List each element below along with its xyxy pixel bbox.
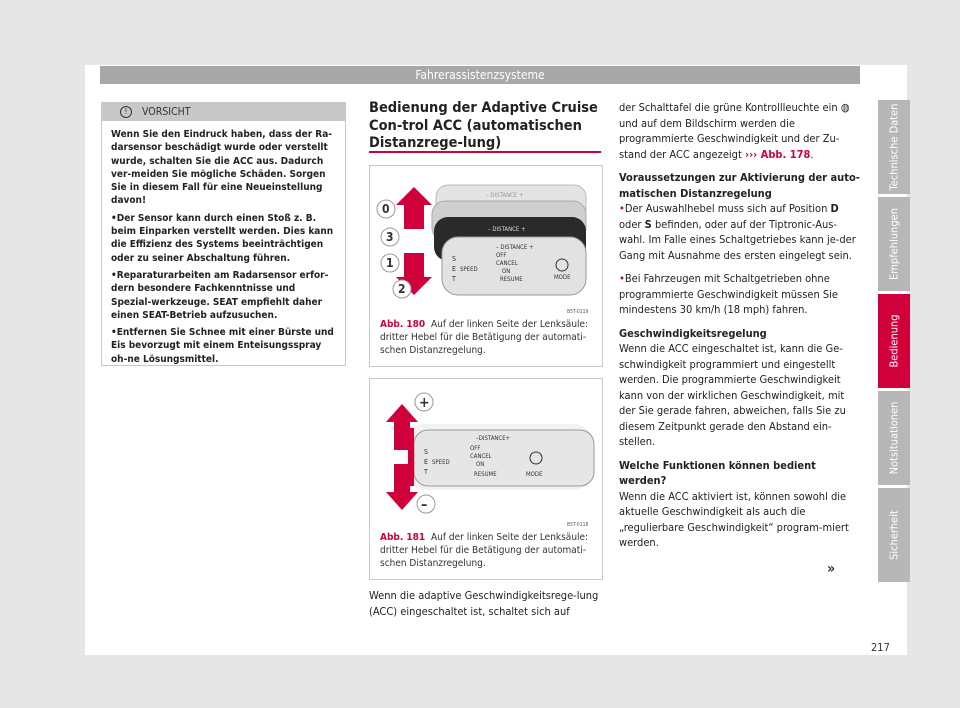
figure-label: Abb. 180 [380, 319, 426, 330]
plus-label: + [419, 395, 430, 411]
figure-code: B5T-0118 [567, 522, 589, 528]
caution-box [101, 102, 346, 366]
paragraph-indicator: der Schalttafel die grüne Kontrollleuchte ein ◍ und auf dem Bildschirm werden die programmierte Geschwindigkeit und der Zu-stand der ACC angezeigt ››› Abb. 178. [619, 101, 850, 161]
figure-code: B5T-0119 [567, 309, 589, 315]
lever-label-ghost: – DISTANCE + [486, 192, 524, 199]
caution-bullet: • Der Sensor kann durch einen Stoß z. B. beim Einparken verstellt werden. Dies kann die Effizienz des Systems beeinträchtigen oder zu seiner Abschaltung führen. [111, 212, 337, 265]
list-item [619, 201, 861, 263]
lever-cancel: CANCEL [470, 453, 492, 460]
figure-181 [369, 378, 603, 580]
figure-caption-text: Auf der linken Seite der Lenksäule: dritter Hebel für die Betätigung der automati-schen Distanzregelung. [380, 319, 589, 356]
text-run: S [644, 217, 652, 231]
caution-title: VORSICHT [142, 106, 191, 118]
position-3: 3 [386, 230, 394, 244]
tab-label: Empfehlungen [887, 208, 901, 280]
tab-label: Sicherheit [887, 510, 901, 560]
lever-label-dark: – DISTANCE + [488, 226, 526, 233]
subheading: Voraussetzungen zur Aktivierung der auto-matischen Distanzregelung [619, 171, 860, 200]
figure-label: Abb. 181 [380, 532, 426, 543]
position-0: 0 [382, 202, 390, 216]
tab-empfehlungen[interactable] [878, 197, 910, 291]
arrow-up-icon [396, 187, 432, 229]
figure-caption [380, 531, 594, 570]
lever-e: E [424, 458, 428, 466]
text-run: D [830, 202, 839, 215]
section-title: Bedienung der Adaptive Cruise Con-trol ACC (automatischen Distanzrege-lung) [369, 100, 598, 151]
tab-label: Notsituationen [887, 401, 901, 475]
lever-on: ON [502, 268, 511, 275]
caution-bullet: • Entfernen Sie Schnee mit einer Bürste und Eis bevorzugt mit einem Enteisungsspray oh-ne Lösungsmittel. [111, 326, 337, 366]
subheading: Welche Funktionen können bedient werden? [619, 458, 816, 487]
lever-s: S [452, 255, 456, 263]
text-run: der Schalttafel die grüne Kontrollleuchte ein [619, 101, 838, 114]
lever-mode: MODE [526, 471, 543, 478]
text-run: und auf dem Bildschirm werden die programmierte Geschwindigkeit und der Zu-stand der ACC angezeigt [619, 116, 840, 161]
lever-t: T [452, 275, 456, 283]
paragraph: Wenn die ACC eingeschaltet ist, kann die Ge-schwindigkeit programmiert und eingestellt werden. Die programmierte Geschwindigkeit kann von der wirklichen Geschwindigkeit, mit der Sie gerade fahren, abweichen, falls Sie zu diesem Zeitpunkt gerade den Abstand ein-stellen. [619, 342, 846, 448]
list-item: • Bei Fahrzeugen mit Schaltgetrieben ohne programmierte Geschwindigkeit müssen Sie mindestens 30 km/h (18 mph) fahren. [619, 271, 861, 318]
cruise-control-icon: ◍ [840, 101, 850, 114]
lever-s: S [424, 448, 428, 456]
lever-cancel: CANCEL [496, 260, 518, 267]
continue-marker: » [827, 561, 836, 577]
figure-180 [369, 165, 603, 367]
text-run: Der Auswahlhebel muss sich auf Position [624, 202, 828, 215]
figure-reference-link[interactable]: ››› Abb. 178 [745, 147, 811, 161]
lever-off: OFF [496, 252, 507, 259]
tab-bedienung[interactable] [878, 294, 910, 388]
position-1: 1 [386, 256, 394, 270]
page-header: Fahrerassistenzsysteme [100, 66, 860, 84]
lever-speed: SPEED [432, 459, 450, 466]
figure-caption-text: Auf der linken Seite der Lenksäule: dritter Hebel für die Betätigung der automati-schen Distanzregelung. [380, 532, 589, 569]
lever-plus-minus-illustration [376, 384, 595, 520]
tab-technische-daten[interactable] [878, 100, 910, 194]
caution-body [102, 121, 345, 366]
caution-bullet: • Reparaturarbeiten am Radarsensor erfor-dern besondere Fachkenntnisse und Spezial-werkzeuge. SEAT empfiehlt daher einen SEAT-Betrieb aufzusuchen. [111, 269, 337, 322]
warning-icon: ! [120, 106, 132, 118]
lever-distance-label: –DISTANCE+ [476, 435, 511, 442]
caution-header [102, 103, 345, 121]
lever-e: E [452, 265, 456, 273]
text-run: oder [619, 217, 642, 231]
tab-label: Bedienung [887, 314, 901, 368]
subheading: Geschwindigkeitsregelung [619, 326, 767, 340]
paragraph: Wenn die ACC aktiviert ist, können sowohl die aktuelle Geschwindigkeit als auch die „regulierbare Geschwindigkeit“ program-miert werden. [619, 489, 849, 549]
tab-notsituationen[interactable] [878, 391, 910, 485]
lever-distance-label: – DISTANCE + [496, 244, 534, 251]
caution-paragraph: Wenn Sie den Eindruck haben, dass der Ra-darsensor beschädigt wurde oder verstellt wurde, schalten Sie die ACC aus. Dadurch ver-meiden Sie mögliche Schäden. Sorgen Sie in diesem Fall für eine Neueinstellung davon! [111, 129, 333, 207]
column2-text: Wenn die adaptive Geschwindigkeitsrege-lung (ACC) eingeschaltet ist, schaltet sich auf [369, 589, 599, 618]
lever-off: OFF [470, 445, 481, 452]
text-run: befinden, oder auf der Tiptronic-Aus-wahl. Im Falle eines Schaltgetriebes kann je-der Gang mit Ausnahme des ersten eingelegt sein. [619, 217, 856, 262]
lever-on: ON [476, 461, 485, 468]
title-underline [369, 151, 601, 153]
lever-mode: MODE [554, 274, 571, 281]
lever-positions-illustration [376, 171, 595, 307]
lever-speed: SPEED [460, 266, 478, 273]
position-2: 2 [398, 282, 406, 296]
tab-sicherheit[interactable] [878, 488, 910, 582]
lever-t: T [424, 468, 428, 476]
lever-resume: RESUME [474, 471, 497, 478]
column3 [619, 100, 861, 559]
lever-resume: RESUME [500, 276, 523, 283]
figure-caption [380, 318, 594, 357]
tab-label: Technische Daten [887, 103, 901, 191]
page-number: 217 [871, 641, 890, 654]
minus-label: – [421, 497, 428, 513]
